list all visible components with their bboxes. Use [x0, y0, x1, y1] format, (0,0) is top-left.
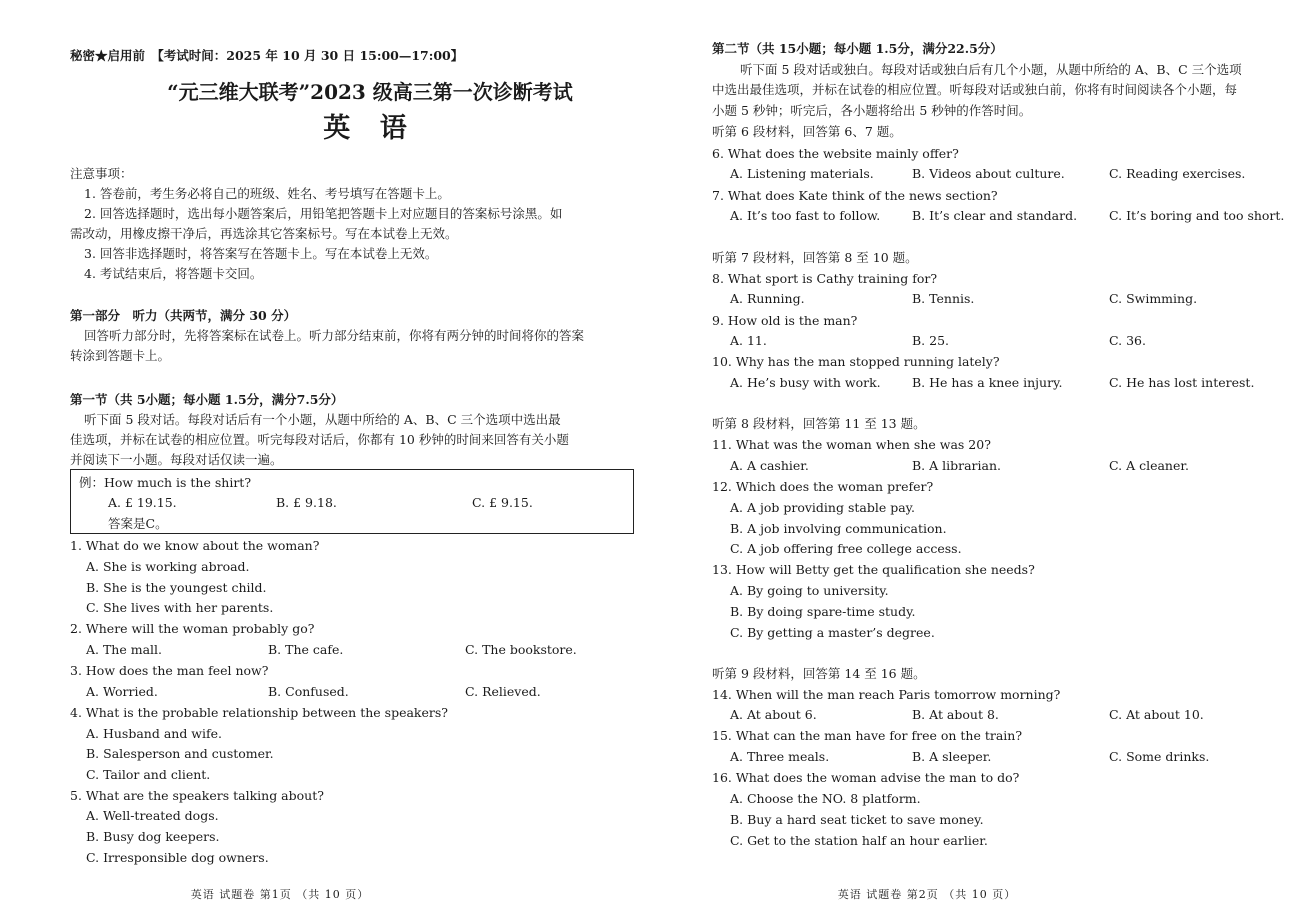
- part1-instruction: 回答听力部分时，先将答案标在试卷上。听力部分结束前，你将有两分钟的时间将你的答案: [84, 328, 585, 343]
- option: A. He’s busy with work.: [730, 375, 881, 390]
- option: A. It’s too fast to follow.: [730, 208, 881, 223]
- option: B. Confused.: [268, 684, 349, 699]
- option: C. 36.: [1109, 333, 1146, 348]
- notice-line: 4. 考试结束后，将答题卡交回。: [84, 266, 263, 281]
- option: A. At about 6.: [730, 707, 817, 722]
- option: B. Buy a hard seat ticket to save money.: [730, 812, 984, 827]
- question-14: 14. When will the man reach Paris tomorrow morning?: [712, 687, 1061, 702]
- option: C. Get to the station half an hour earlier.: [730, 833, 988, 848]
- notice-line: 2. 回答选择题时，选出每小题答案后，用铅笔把答题卡上对应题目的答案标号涂黑。如: [84, 206, 563, 221]
- question-3: 3. How does the man feel now?: [70, 663, 269, 678]
- option: C. Swimming.: [1109, 291, 1198, 306]
- option: A. 11.: [730, 333, 767, 348]
- option: B. Videos about culture.: [912, 166, 1065, 181]
- option: B. By doing spare-time study.: [730, 604, 916, 619]
- option: A. Well-treated dogs.: [86, 808, 219, 823]
- option: B. The cafe.: [268, 642, 344, 657]
- question-7: 7. What does Kate think of the news section?: [712, 188, 998, 203]
- option: B. Busy dog keepers.: [86, 829, 220, 844]
- option: A. A job providing stable pay.: [730, 500, 916, 515]
- option: C. Relieved.: [465, 684, 541, 699]
- section1-instruction: 并阅读下一小题。每段对话仅读一遍。: [70, 452, 283, 467]
- option: A. She is working abroad.: [86, 559, 250, 574]
- example-option-c: C. £ 9.15.: [472, 495, 533, 510]
- option: C. Irresponsible dog owners.: [86, 850, 269, 865]
- notice-line: 1. 答卷前，考生务必将自己的班级、姓名、考号填写在答题卡上。: [84, 186, 450, 201]
- option: A. A cashier.: [730, 458, 809, 473]
- section2-instruction: 听下面 5 段对话或独白。每段对话或独白后有几个小题，从题中所给的 A、B、C 三个选项: [740, 62, 1242, 77]
- option: A. Husband and wife.: [86, 726, 222, 741]
- option: A. Worried.: [86, 684, 158, 699]
- section1-instruction: 听下面 5 段对话。每段对话后有一个小题，从题中所给的 A、B、C 三个选项中选出最: [84, 412, 561, 427]
- part1-heading: 第一部分 听力（共两节，满分 30 分）: [70, 308, 297, 323]
- section2-heading: 第二节（共 15小题；每小题 1.5分，满分22.5分）: [712, 41, 1003, 56]
- option: B. He has a knee injury.: [912, 375, 1063, 390]
- option: A. Choose the NO. 8 platform.: [730, 791, 921, 806]
- option: C. It’s boring and too short.: [1109, 208, 1285, 223]
- option: B. A librarian.: [912, 458, 1002, 473]
- option: C. Some drinks.: [1109, 749, 1210, 764]
- section2-instruction: 小题 5 秒钟；听完后，各小题将给出 5 秒钟的作答时间。: [712, 103, 1032, 118]
- material-intro: 听第 9 段材料，回答第 14 至 16 题。: [712, 666, 926, 681]
- question-10: 10. Why has the man stopped running lately?: [712, 354, 1000, 369]
- question-8: 8. What sport is Cathy training for?: [712, 271, 938, 286]
- option: C. By getting a master’s degree.: [730, 625, 935, 640]
- example-box: [70, 469, 634, 534]
- example-option-a: A. £ 19.15.: [108, 495, 177, 510]
- option: B. 25.: [912, 333, 950, 348]
- option: B. Tennis.: [912, 291, 975, 306]
- section2-instruction: 中选出最佳选项，并标在试卷的相应位置。听每段对话或独白前，你将有时间阅读各个小题，每: [712, 82, 1238, 97]
- question-11: 11. What was the woman when she was 20?: [712, 437, 991, 452]
- option: C. She lives with her parents.: [86, 600, 274, 615]
- option: B. At about 8.: [912, 707, 999, 722]
- option: B. It’s clear and standard.: [912, 208, 1078, 223]
- page-footer: 英语 试题卷 第1页 （共 10 页）: [190, 888, 370, 901]
- question-1: 1. What do we know about the woman?: [70, 538, 320, 553]
- question-16: 16. What does the woman advise the man to do?: [712, 770, 1020, 785]
- material-intro: 听第 7 段材料，回答第 8 至 10 题。: [712, 250, 918, 265]
- question-12: 12. Which does the woman prefer?: [712, 479, 934, 494]
- notice-heading: 注意事项：: [70, 166, 133, 181]
- question-2: 2. Where will the woman probably go?: [70, 621, 315, 636]
- option: C. At about 10.: [1109, 707, 1204, 722]
- question-6: 6. What does the website mainly offer?: [712, 146, 959, 161]
- question-15: 15. What can the man have for free on the train?: [712, 728, 1023, 743]
- material-intro: 听第 6 段材料，回答第 6、7 题。: [712, 124, 902, 139]
- example-answer: 答案是C。: [108, 516, 168, 531]
- option: C. A cleaner.: [1109, 458, 1189, 473]
- section1-heading: 第一节（共 5小题；每小题 1.5分，满分7.5分）: [70, 392, 344, 407]
- option: C. Tailor and client.: [86, 767, 211, 782]
- subject-title: 英 语: [323, 113, 417, 144]
- part1-instruction: 转涂到答题卡上。: [70, 348, 171, 363]
- question-13: 13. How will Betty get the qualification she needs?: [712, 562, 1035, 577]
- option: C. A job offering free college access.: [730, 541, 962, 556]
- option: B. A job involving communication.: [730, 521, 947, 536]
- material-intro: 听第 8 段材料，回答第 11 至 13 题。: [712, 416, 926, 431]
- option: C. He has lost interest.: [1109, 375, 1255, 390]
- example-option-b: B. £ 9.18.: [276, 495, 337, 510]
- exam-title: “元三维大联考”2023 级高三第一次诊断考试: [167, 80, 573, 104]
- option: A. By going to university.: [730, 583, 889, 598]
- notice-line: 3. 回答非选择题时，将答案写在答题卡上。写在本试卷上无效。: [84, 246, 438, 261]
- option: A. Three meals.: [730, 749, 830, 764]
- option: A. Listening materials.: [730, 166, 874, 181]
- question-4: 4. What is the probable relationship between the speakers?: [70, 705, 448, 720]
- example-question: 例：How much is the shirt?: [79, 475, 252, 490]
- page-footer: 英语 试题卷 第2页 （共 10 页）: [837, 888, 1017, 901]
- notice-line: 需改动，用橡皮擦干净后，再选涂其它答案标号。写在本试卷上无效。: [70, 226, 458, 241]
- option: B. Salesperson and customer.: [86, 746, 274, 761]
- option: A. The mall.: [86, 642, 163, 657]
- option: A. Running.: [730, 291, 805, 306]
- option: B. A sleeper.: [912, 749, 992, 764]
- option: C. Reading exercises.: [1109, 166, 1246, 181]
- exam-page-1: [70, 0, 670, 908]
- exam-page-2: [712, 0, 1292, 908]
- question-5: 5. What are the speakers talking about?: [70, 788, 324, 803]
- section1-instruction: 佳选项，并标在试卷的相应位置。听完每段对话后，你都有 10 秒钟的时间来回答有关小题: [70, 432, 569, 447]
- question-9: 9. How old is the man?: [712, 313, 858, 328]
- confidential-header: 秘密★启用前 【考试时间：2025 年 10 月 30 日 15:00—17:00】: [70, 48, 464, 63]
- option: B. She is the youngest child.: [86, 580, 267, 595]
- option: C. The bookstore.: [465, 642, 577, 657]
